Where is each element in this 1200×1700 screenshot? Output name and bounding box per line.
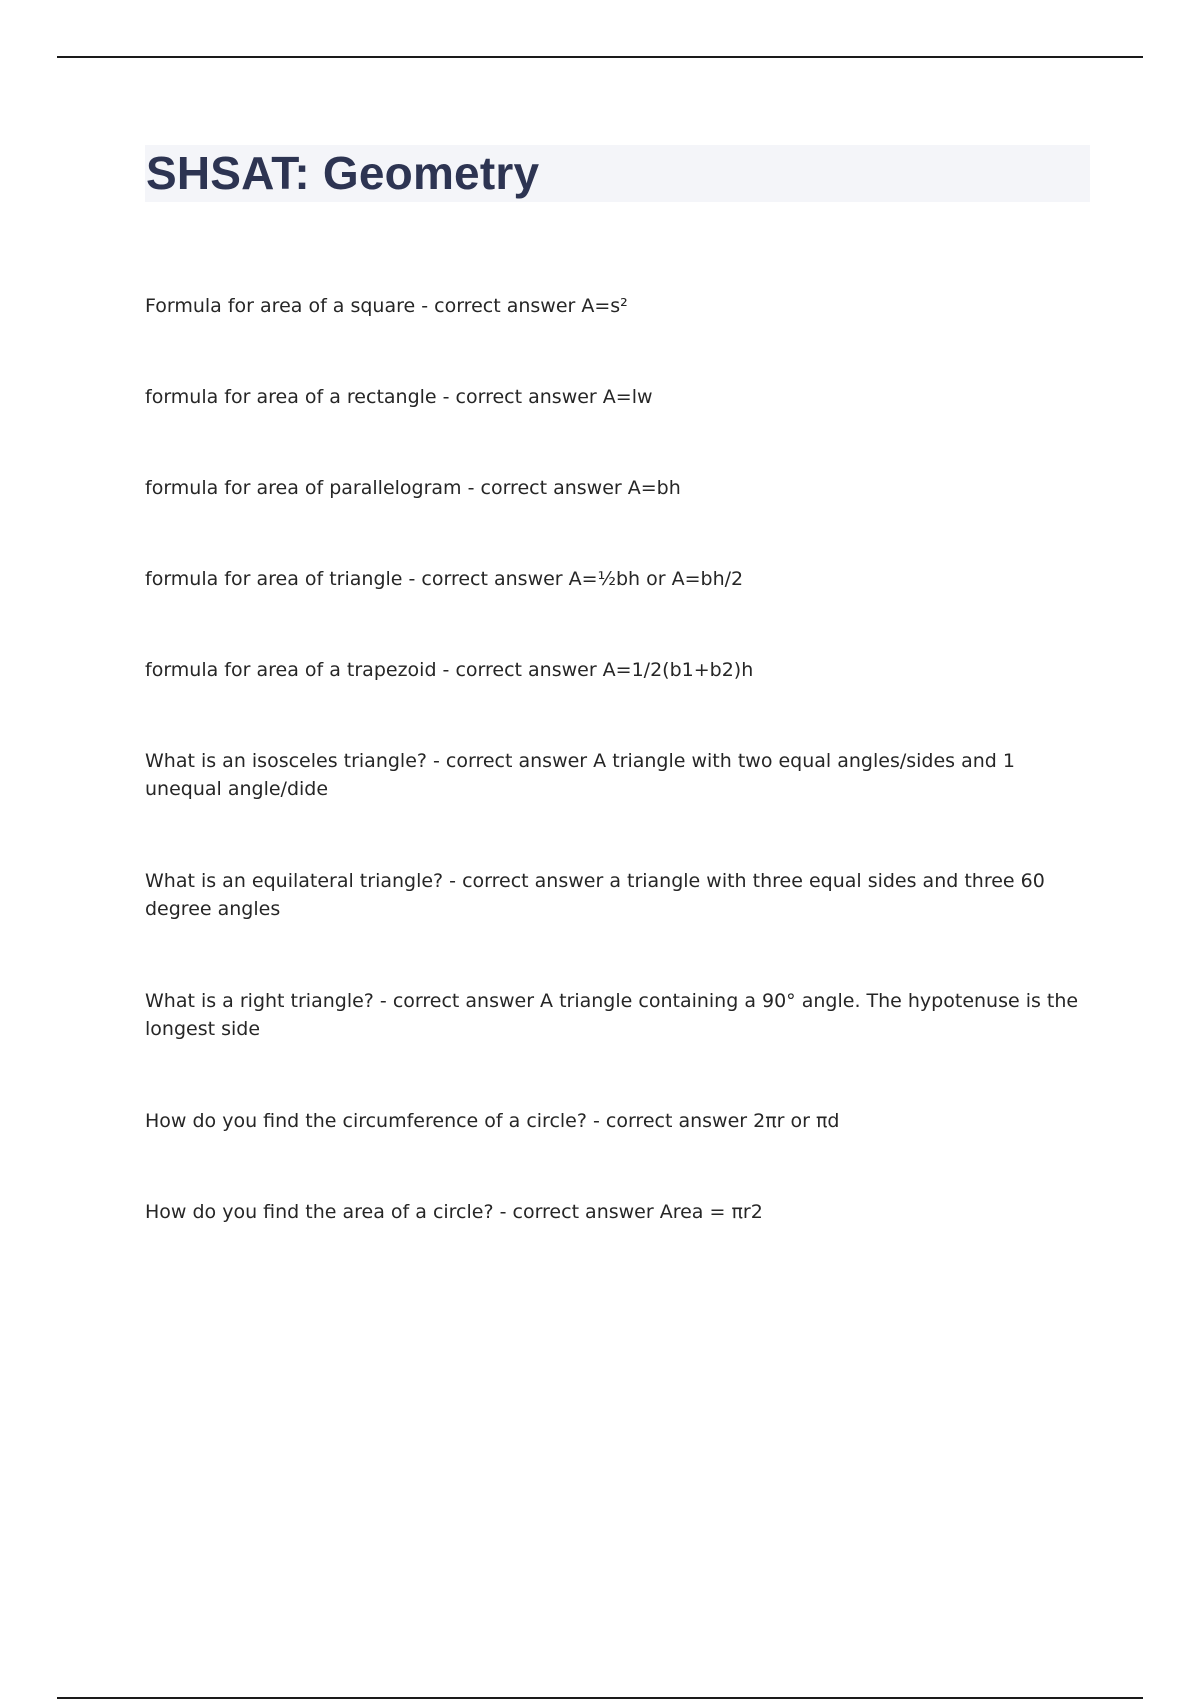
qa-item-isosceles-triangle: What is an isosceles triangle? - correct answer A triangle with two equal angles/sides and 1 unequal angle/dide bbox=[145, 750, 1015, 800]
qa-item-circle-area: How do you find the area of a circle? - correct answer Area = πr2 bbox=[145, 1201, 763, 1223]
page-title: SHSAT: Geometry bbox=[146, 147, 540, 199]
top-rule bbox=[57, 56, 1143, 58]
qa-item-circle-circumference: How do you find the circumference of a circle? - correct answer 2πr or πd bbox=[145, 1110, 840, 1132]
bottom-rule bbox=[57, 1697, 1143, 1699]
qa-item-right-triangle: What is a right triangle? - correct answer A triangle containing a 90° angle. The hypotenuse is the longest side bbox=[145, 990, 1079, 1040]
qa-item-parallelogram-area: formula for area of parallelogram - correct answer A=bh bbox=[145, 477, 681, 499]
qa-item-triangle-area: formula for area of triangle - correct answer A=½bh or A=bh/2 bbox=[145, 568, 744, 590]
qa-item-equilateral-triangle: What is an equilateral triangle? - correct answer a triangle with three equal sides and three 60 degree angles bbox=[145, 870, 1045, 920]
qa-list bbox=[145, 292, 1095, 1289]
qa-item-rectangle-area: formula for area of a rectangle - correct answer A=lw bbox=[145, 386, 653, 408]
qa-item-square-area: Formula for area of a square - correct answer A=s² bbox=[145, 295, 628, 317]
qa-item-trapezoid-area: formula for area of a trapezoid - correct answer A=1/2(b1+b2)h bbox=[145, 659, 754, 681]
